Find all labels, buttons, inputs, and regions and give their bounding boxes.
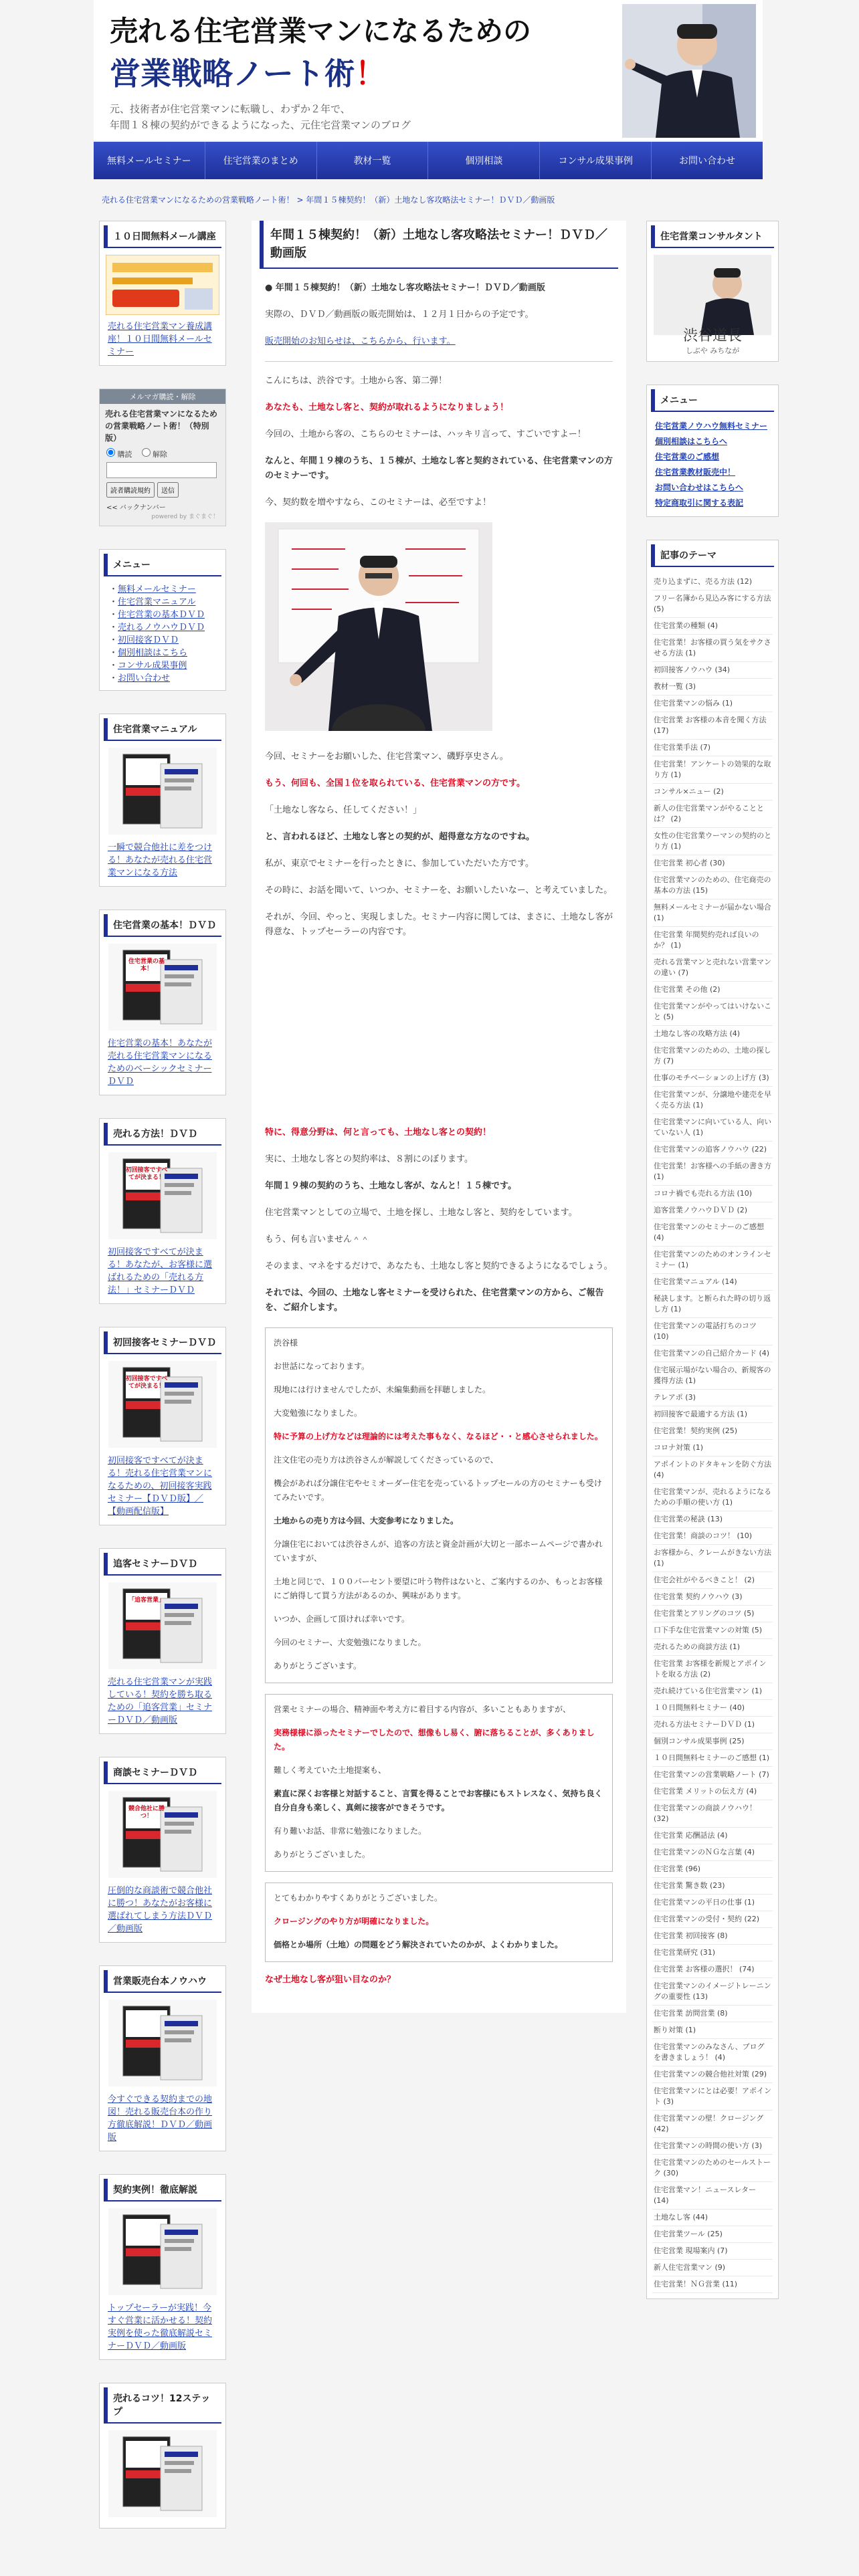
left-menu-item[interactable] [109,621,216,634]
post-emphasis: あなたも、土地なし客と、契約が取れるようになりましょう！ [265,403,509,413]
post-emphasis: 特に、得意分野は、何と言っても、土地なし客との契約！ [265,1128,492,1138]
left-menu-item[interactable] [109,583,216,596]
site-header [94,0,763,140]
site-title-main: 営業戦略ノート術 [110,56,355,92]
theme-item[interactable]: 秘訣します。と断られた時の切り返し方 (1) [652,1291,773,1318]
post-bold: 年間１９棟の契約のうち、土地なし客が、なんと！１５棟です。 [265,1181,516,1191]
theme-item[interactable]: 住宅営業マンの追客ノウハウ (22) [652,1142,773,1158]
widget-title: 追客セミナーＤＶＤ [104,1553,221,1576]
theme-item[interactable]: 仕事のモチベーションの上げ方 (3) [652,1070,773,1087]
testimonial-box [265,1327,613,1683]
theme-item[interactable]: 住宅営業マンにとは必要！アポイント (3) [652,2083,773,2111]
left-menu-link[interactable]: 住宅営業の基本ＤＶＤ [118,610,205,620]
site-title-mark: ！ [355,56,386,92]
product-package-icon [108,2208,217,2295]
product-link[interactable]: 圧倒的な商談術で競合他社に勝つ！あなたがお客様に選ばれてしまう方法ＤＶＤ／動画版 [108,1886,213,1934]
site-title-line2[interactable] [110,49,386,94]
widget-title: メニュー [104,554,221,576]
theme-item[interactable]: 住宅営業マンのセミナーのご感想 (4) [652,1219,773,1247]
theme-item[interactable]: 住宅営業 年間契約売れば良いのか？ (1) [652,927,773,954]
consultant-kana: しぶや みちなが [685,346,740,355]
theme-item[interactable]: 住宅営業！ＮＧ営業 (11) [652,2276,773,2293]
testimonial-line: ありがとうございます。 [274,1661,362,1671]
widget-title: 売れるコツ！12ステップ [104,2387,221,2424]
right-menu-link[interactable]: 個別相談はこちらへ [655,437,728,446]
testimonial-line: 機会があれば分譲住宅やセミオーダー住宅を売っているトップセールの方のセミナーも受けてみたいです。 [274,1479,602,1502]
widget-title: 商談セミナーＤＶＤ [104,1761,221,1784]
theme-item[interactable]: 住宅営業 初心者 (30) [652,855,773,872]
theme-item[interactable]: 住宅営業マンの受付・契約 (22) [652,1911,773,1928]
theme-item[interactable]: 新人の住宅営業マンがやることとは？ (2) [652,800,773,828]
left-menu-widget [99,549,226,691]
theme-item[interactable]: 住宅営業 お客様の選択！ (74) [652,1961,773,1978]
testimonial-box [265,1694,613,1872]
right-sidebar [646,221,779,2322]
post-paragraph: 実際の、ＤＶＤ／動画版の販売開始は、１２月１日からの予定です。 [265,310,534,320]
theme-item[interactable]: 住宅営業マンの競合他社対策 (29) [652,2066,773,2083]
testimonial-box [265,1883,613,1962]
post-paragraph: 今回の、土地から客の、こちらのセミナーは、ハッキリ言って、すごいですよー！ [265,429,586,439]
mail-course-banner[interactable] [106,255,219,315]
theme-item[interactable]: 住宅営業マンのためのオンラインセミナー (1) [652,1247,773,1274]
left-menu-link[interactable]: 住宅営業マニュアル [118,597,196,607]
theme-item[interactable]: 住宅営業マンのための、住宅商売の基本の方法 (15) [652,872,773,899]
post-bold: それでは、今回の、土地なし客セミナーを受けられた、住宅営業マンの方から、ご報告を、ご紹介します。 [265,1288,604,1313]
submit-button[interactable]: 送信 [157,482,179,498]
release-notice-link[interactable]: 販売開始のお知らせは、こちらから、行います。 [265,336,456,346]
testimonial-line: 現地には行けませんでしたが、未編集動画を拝聴しました。 [274,1385,491,1394]
global-nav [94,142,763,179]
theme-item[interactable]: 売れる方法セミナーＤＶＤ (1) [652,1717,773,1733]
right-menu-link[interactable]: 住宅営業ノウハウ無料セミナー [655,421,768,431]
magazine-widget [99,389,226,526]
widget-title: 住宅営業マニュアル [104,718,221,741]
theme-item[interactable]: テレアポ (3) [652,1390,773,1406]
product-image-label: 住宅営業の基本！ [128,958,165,972]
theme-item[interactable]: 住宅営業マンの壁！クロージング (42) [652,2111,773,2138]
theme-item[interactable]: 住宅営業とアリングのコツ (5) [652,1606,773,1622]
testimonial-line: ありがとうございました。 [274,1850,371,1859]
theme-item[interactable]: 住宅営業マンのためのセールストーク (30) [652,2155,773,2182]
powered-by: powered by まぐまぐ！ [151,514,219,520]
theme-item[interactable]: 住宅営業マンの自己紹介カード (4) [652,1346,773,1362]
right-menu-link[interactable]: 特定商取引に関する表記 [655,498,744,508]
theme-item[interactable]: 住宅営業マンが、売れるようになるための手順の使い方 (1) [652,1484,773,1511]
theme-item[interactable]: 住宅営業！契約実例 (25) [652,1423,773,1440]
theme-item[interactable]: 住宅営業の秘訣 (13) [652,1511,773,1528]
testimonial-line: 有り難いお話、非常に勉強になりました。 [274,1826,427,1836]
theme-item[interactable]: 追客営業ノウハウＤＶＤ (2) [652,1202,773,1219]
product-widget [99,714,226,887]
product-link[interactable]: 一瞬で競合他社に差をつける！あなたが売れる住宅営業マンになる方法 [108,843,213,878]
theme-item[interactable]: 住宅営業マンのイメージトレーニングの重要性 (13) [652,1978,773,2006]
blank-spacer [265,952,613,1125]
product-link[interactable]: 売れる住宅営業マンが実践している！契約を勝ち取るための「追客営業」セミナーＤＶＤ／動画版 [108,1677,213,1725]
product-image[interactable] [108,2000,217,2086]
testimonial-line: とてもわかりやすくありがとうございました。 [274,1893,443,1903]
product-link[interactable]: 初回接客ですべてが決まる！あなたが、お客様に選ばれるための「売れる方法！」セミナーＤＶＤ [108,1247,213,1295]
product-package-icon [108,1361,217,1448]
left-menu-item[interactable] [109,634,216,647]
theme-item[interactable]: 初回接客で最適する方法 (1) [652,1406,773,1423]
consultant-name: 渋谷道長 [682,328,742,344]
unsubscribe-radio[interactable] [142,448,151,457]
theme-item[interactable]: 住宅営業 応酬話法 (4) [652,1828,773,1844]
theme-item[interactable]: 住宅営業 驚き数 (23) [652,1878,773,1895]
right-menu-link[interactable]: お問い合わせはこちらへ [655,483,744,492]
product-package-icon [108,944,217,1031]
theme-item[interactable]: 口下手な住宅営業マンの対策 (5) [652,1622,773,1639]
product-link[interactable]: 今すぐできる契約までの地図！売れる販売台本の作り方徹底解説！ＤＶＤ／動画版 [108,2095,213,2143]
article [252,221,626,2013]
site-subtitle-1: 元、技術者が住宅営業マンに転職し、わずか２年で、 [110,103,351,115]
post-bold: と、言われるほど、土地なし客との契約が、超得意な方なのですね。 [265,832,535,842]
header-person-photo [622,4,756,138]
testimonial-line: 分譲住宅においては渋谷さんが、追客の方法と資金計画が大切と一部ホームページで書かれていますが、 [274,1539,603,1563]
theme-item[interactable]: 住宅営業の種類 (4) [652,618,773,635]
testimonial-line: 大変勉強になりました。 [274,1408,363,1418]
right-menu-link[interactable]: 住宅営業教材販売中！ [655,467,736,477]
product-package-icon [108,1152,217,1239]
theme-item[interactable]: 住宅営業！商談のコツ！ (10) [652,1528,773,1545]
product-widget [99,1965,226,2151]
theme-item[interactable]: アポイントのドタキャンを防ぐ方法 (4) [652,1457,773,1484]
subscribe-radio[interactable] [106,448,115,457]
product-widget [99,2383,226,2529]
nav-contact[interactable]: お問い合わせ [679,156,736,167]
theme-item[interactable]: 住宅営業 (96) [652,1861,773,1878]
product-widget [99,1118,226,1304]
widget-title: メニュー [651,389,774,412]
testimonial-line: 素直に深くお客様と対話すること、言質を得ることでお客様にもストレスなく、気持ち良く自分自身も楽しく、真剣に接客ができそうです。 [274,1789,603,1812]
product-image[interactable] [108,1791,217,1878]
terms-button[interactable]: 読者購読規約 [106,482,155,498]
post-paragraph: もう、何も言いません＾＾ [265,1235,370,1245]
seminar-photo [265,522,492,731]
widget-title: 売れる方法！ＤＶＤ [104,1123,221,1146]
theme-item[interactable]: 住宅営業マン！ニュースレター (14) [652,2182,773,2210]
theme-item[interactable]: 住宅展示場がない場合の、新規客の獲得方法 (1) [652,1362,773,1390]
theme-item[interactable]: 住宅営業 その他 (2) [652,982,773,998]
themes-widget [646,540,779,2299]
site-title-line1[interactable]: 売れる住宅営業マンになるための [110,15,532,47]
site-subtitle-2: 年間１８棟の契約ができるようになった、元住宅営業マンのブログ [110,119,411,131]
testimonial-line: 価格とか場所（土地）の問題をどう解決されていたのかが、よくわかりました。 [274,1940,563,1949]
widget-title: 契約実例！徹底解説 [104,2179,221,2202]
right-menu-widget [646,385,779,517]
product-widget [99,909,226,1095]
right-menu-link[interactable]: 住宅営業のご感想 [655,452,720,461]
product-image-label: 競合他社に勝つ！ [128,1806,165,1820]
testimonial-line: 実務様様に添ったセミナーでしたので、想像もし易く、腑に落ちることが、多くありました。 [274,1728,595,1751]
theme-item[interactable]: 住宅営業 初回接客 (8) [652,1928,773,1945]
theme-item[interactable]: 住宅営業マンが、分譲地や建売を早く売る方法 (1) [652,1087,773,1114]
theme-item[interactable]: 売れるための商談方法 (1) [652,1639,773,1656]
post-paragraph: こんにちは、渋谷です。土地から客、第二弾！ [265,376,447,386]
theme-item[interactable]: 住宅営業マニュアル (14) [652,1274,773,1291]
theme-item[interactable]: 住宅営業マンの電話打ちのコツ (10) [652,1318,773,1346]
product-image[interactable] [108,1152,217,1239]
product-link[interactable]: トップセーラーが実践！今すぐ営業に活かせる！契約実例を使った徹底解説セミナーＤＶＤ／動画版 [108,2303,213,2351]
widget-title: 住宅営業の基本！ＤＶＤ [104,914,221,937]
nav-consulting-results[interactable]: コンサル成果事例 [540,142,652,179]
product-package-icon [108,1582,217,1669]
testimonial-line: 今回のセミナー、大変勉強になりました。 [274,1638,426,1647]
theme-item[interactable]: コロナ対策 (1) [652,1440,773,1457]
left-menu-link[interactable]: 個別相談はこちら [118,648,188,658]
backnumber-link[interactable]: << バックナンバー [106,504,166,512]
theme-item[interactable]: 教材一覧 (3) [652,679,773,695]
product-widgets [99,714,226,2529]
nav-materials[interactable]: 教材一覧 [317,142,429,179]
product-package-icon [108,1791,217,1878]
theme-item[interactable]: 住宅営業 契約ノウハウ (3) [652,1589,773,1606]
theme-item[interactable]: 住宅営業マンのみなさん、ブログを書きましょう！ (4) [652,2039,773,2066]
post-paragraph: 実に、土地なし客との契約率は、８割にのぼります。 [265,1154,473,1164]
theme-item[interactable]: 売り込まずに、売る方法 (12) [652,574,773,591]
product-image[interactable] [108,748,217,835]
magazine-title: 売れる住宅営業マンになるための営業戦略ノート術！（特別版） [105,409,218,443]
product-image[interactable] [108,2208,217,2295]
theme-item[interactable]: 住宅営業マンの平日の仕事 (1) [652,1895,773,1911]
left-menu-link[interactable]: 売れるノウハウＤＶＤ [118,623,205,633]
unsubscribe-option[interactable]: 解除 [142,448,168,459]
product-image[interactable] [108,944,217,1031]
testimonial-line: 注文住宅の売り方は渋谷さんが解説してくださっているので、 [274,1455,498,1465]
theme-item[interactable]: 住宅営業マンの時間の使い方 (3) [652,2138,773,2155]
product-widget [99,2174,226,2360]
post-paragraph: 「土地なし客なら、任してください！」 [265,805,422,815]
product-image[interactable] [108,2430,217,2517]
theme-item[interactable]: 新人住宅営業マン (9) [652,2260,773,2276]
theme-item[interactable]: 売れる営業マンと売れない営業マンの違い (7) [652,954,773,982]
product-package-icon [108,748,217,835]
left-menu-link[interactable]: 無料メールセミナー [118,584,196,595]
testimonial-line: クロージングのやり方が明確になりました。 [274,1917,434,1926]
left-menu-link[interactable]: コンサル成果事例 [118,661,187,671]
divider [265,361,613,362]
post-paragraph: その時に、お話を聞いて、いつか、セミナーを、お願いしたいなー、と考えていました。 [265,885,613,895]
nav-free-mail-seminar[interactable]: 無料メールセミナー [94,142,205,179]
email-input[interactable] [106,462,217,478]
post-paragraph: 今回、セミナーをお願いした、住宅営業マン、磯野享史さん。 [265,752,508,762]
post-paragraph: そのまま、マネをするだけで、あなたも、土地なし客と契約できるようになるでしょう。 [265,1261,613,1271]
theme-item[interactable]: フリー名簿から見込み客にする方法 (5) [652,591,773,618]
testimonial-line: 渋谷様 [274,1338,298,1348]
theme-item[interactable]: 土地なし客の攻略方法 (4) [652,1026,773,1043]
product-image[interactable] [108,1361,217,1448]
theme-item[interactable]: 住宅会社がやるべきこと！ (2) [652,1572,773,1589]
product-package-icon [108,2000,217,2086]
theme-item[interactable]: お客様から、クレームがきない方法 (1) [652,1545,773,1572]
left-menu-item[interactable] [109,672,216,685]
widget-title: １０日間無料メール講座 [104,225,221,248]
theme-item[interactable]: 女性の住宅営業ウーマンの契約のとり方 (1) [652,828,773,855]
mail-course-link[interactable]: 売れる住宅営業マン養成講座！１０日間無料メールセミナー [108,322,213,357]
product-widget [99,1548,226,1734]
left-menu-link[interactable]: お問い合わせ [118,673,171,683]
testimonial-line: お世話になっております。 [274,1362,370,1371]
theme-item[interactable]: 個別コンサル成果事例 (25) [652,1733,773,1750]
testimonial-line: 難しく考えていた土地提案も、 [274,1765,387,1775]
theme-item[interactable]: 住宅営業ツール (25) [652,2226,773,2243]
left-menu-link[interactable]: 初回接客ＤＶＤ [118,635,179,645]
product-widget [99,1327,226,1525]
theme-list [647,574,778,2293]
product-image-label: 初回接客ですべてが決まる！ [125,1167,168,1181]
product-widget [99,1757,226,1943]
testimonial-line: 土地と同じで、１００パーセント要望に叶う物件はないと、ご案内するのか、もっとお客様にご納得して買う方法があるのか、興味があります。 [274,1577,603,1600]
testimonial-line: 土地からの売り方は今回、大変参考になりました。 [274,1516,459,1525]
left-menu-item[interactable] [109,596,216,609]
left-menu-item[interactable] [109,609,216,621]
theme-item[interactable]: 住宅営業！お客様への手紙の書き方 (1) [652,1158,773,1186]
theme-item[interactable]: 初回接客ノウハウ (34) [652,662,773,679]
theme-item[interactable]: 住宅営業！アンケートの効果的な取り方 (1) [652,756,773,784]
left-menu-item[interactable] [109,647,216,659]
subscribe-option[interactable]: 購読 [106,448,132,459]
product-image[interactable] [108,1582,217,1669]
theme-item[interactable]: 住宅営業マンのＮＧな言葉 (4) [652,1844,773,1861]
theme-item[interactable]: 住宅営業手法 (7) [652,740,773,756]
testimonial-line: 営業セミナーの場合、精神面や考え方に着目する内容が、多いこともありますが、 [274,1705,571,1714]
theme-item[interactable]: 住宅営業マンの営業戦略ノート (7) [652,1767,773,1784]
nav-summary[interactable]: 住宅営業のまとめ [205,142,317,179]
product-image-label: 「追客営業」 [128,1597,165,1604]
post-lead: ● 年間１５棟契約！（新）土地なし客攻略法セミナー！ＤＶＤ／動画版 [265,283,545,293]
theme-item[interactable]: 売れ続けている住宅営業マン (1) [652,1683,773,1700]
testimonial-line: いつか、企画して頂ければ幸いです。 [274,1614,410,1624]
breadcrumb[interactable]: 売れる住宅営業マンになるための営業戦略ノート術！ > 年間１５棟契約！（新）土地なし客攻略法セミナー！ＤＶＤ／動画版 [102,195,555,205]
theme-item[interactable]: 無料メールセミナーが届かない場合 (1) [652,899,773,927]
theme-item[interactable]: 住宅営業 お客様を新規とアポイントを取る方法 (2) [652,1656,773,1683]
post-paragraph: 私が、東京でセミナーを行ったときに、参加していただいた方です。 [265,859,534,869]
theme-item[interactable]: １０日間無料セミナーのご感想 (1) [652,1750,773,1767]
theme-item[interactable]: コロナ禍でも売れる方法 (10) [652,1186,773,1202]
theme-item[interactable]: 住宅営業マンの悩み (1) [652,695,773,712]
widget-title: 初回接客セミナーＤＶＤ [104,1331,221,1354]
theme-item[interactable]: 住宅営業マンがやってはいけないこと (5) [652,998,773,1026]
left-sidebar [99,221,226,2551]
consultant-widget [646,221,779,362]
nav-consultation[interactable]: 個別相談 [428,142,540,179]
post-emphasis: なぜ土地なし客が狙い目なのか？ [265,1975,396,1985]
theme-item[interactable]: 住宅営業マンのための、土地の探し方 (7) [652,1043,773,1070]
theme-item[interactable]: 住宅営業研究 (31) [652,1945,773,1961]
theme-item[interactable]: 土地なし客 (44) [652,2210,773,2226]
theme-item[interactable]: 断り対策 (1) [652,2022,773,2039]
post-emphasis: もう、何回も、全国１位を取られている、住宅営業マンの方です。 [265,778,525,788]
theme-item[interactable]: 住宅営業マンの商談ノウハウ！ (32) [652,1800,773,1828]
post-paragraph: 今、契約数を増やすなら、このセミナーは、必至ですよ！ [265,498,492,508]
widget-title: 記事のテーマ [651,544,774,567]
widget-title: 営業販売台本ノウハウ [104,1970,221,1993]
magazine-head: メルマガ購読・解除 [100,389,225,404]
product-image-label: 初回接客ですべてが決まる！ [125,1376,168,1390]
post-paragraph: それが、今回、やっと、実現しました。セミナー内容に関しては、まさに、土地なし客が得意な、トップセーラーの内容です。 [265,912,613,937]
product-link[interactable]: 初回接客ですべてが決まる！売れる住宅営業マンになるための、初回接客実践セミナー【ＤＶＤ版】／【動画配信版】 [108,1456,213,1517]
theme-item[interactable]: 住宅営業 お客様の本音を聞く方法 (17) [652,712,773,740]
post-paragraph: 住宅営業マンとしての立場で、土地を探し、土地なし客と、契約をしています。 [265,1208,577,1218]
post-bold: なんと、年間１９棟のうち、１５棟が、土地なし客と契約されている、住宅営業マンの方のセミナーです。 [265,456,613,481]
right-menu-list [647,419,778,511]
consultant-photo [654,255,771,335]
product-link[interactable]: 住宅営業の基本！あなたが売れる住宅営業マンになるためのベーシックセミナーＤＶＤ [108,1039,213,1087]
widget-title: 住宅営業コンサルタント [651,225,774,248]
theme-item[interactable]: 住宅営業 現場案内 (7) [652,2243,773,2260]
testimonial-line: 特に予算の上げ方などは理論的には考えた事もなく、なるほど・・と感心させられました。 [274,1432,603,1441]
post-title: 年間１５棟契約！（新）土地なし客攻略法セミナー！ＤＶＤ／動画版 [260,221,618,269]
theme-item[interactable]: 住宅営業！お客様の買う気をサクさせる方法 (1) [652,635,773,662]
mail-course-widget [99,221,226,366]
theme-item[interactable]: コンサル×ニュー (2) [652,784,773,800]
theme-item[interactable]: １０日間無料セミナー (40) [652,1700,773,1717]
product-package-icon [108,2430,217,2517]
left-menu-item[interactable] [109,659,216,672]
theme-item[interactable]: 住宅営業 メリットの伝え方 (4) [652,1784,773,1800]
left-menu-list [100,583,225,685]
theme-item[interactable]: 住宅営業マンに向いている人、向いていない人 (1) [652,1114,773,1142]
theme-item[interactable]: 住宅営業 訪問営業 (8) [652,2006,773,2022]
